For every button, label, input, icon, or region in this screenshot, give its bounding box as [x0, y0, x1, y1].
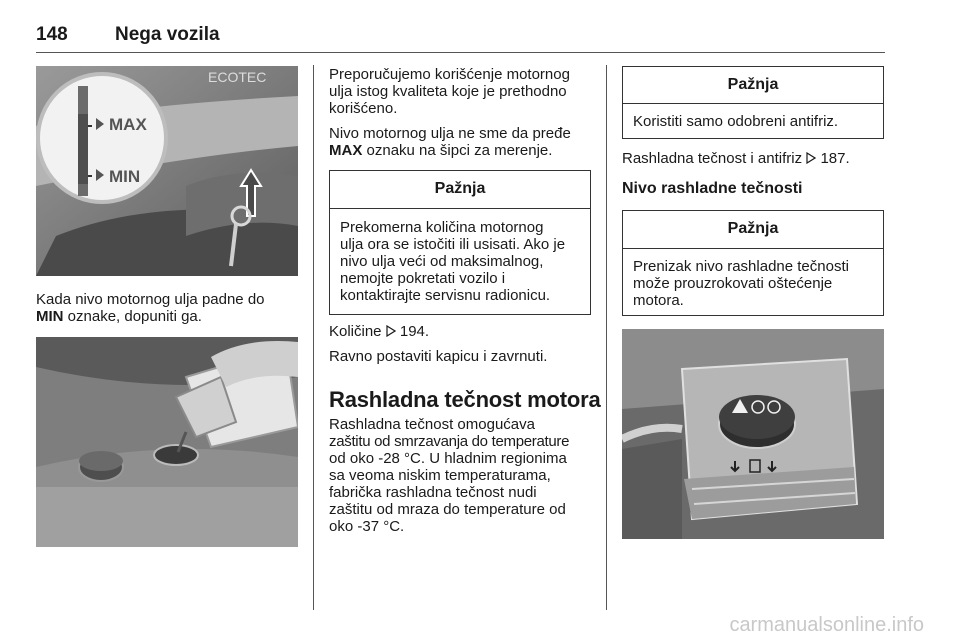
caption-rest: oznake, dopuniti ga. — [63, 308, 202, 325]
caption-line-2 — [36, 308, 306, 325]
coolant-line: od oko -28 °C. U hladnim regionima — [329, 450, 567, 467]
recommendation-line: korišćeno. — [329, 100, 398, 117]
warning-line: ulja ora se istočiti ili usisati. Ako je — [340, 236, 566, 253]
max-bold: MAX — [329, 142, 363, 159]
coolant-line: Rashladna tečnost omogućava — [329, 416, 535, 433]
triangle-right-icon — [386, 324, 396, 341]
recommendation-line: ulja istog kvaliteta koje je prethodno — [329, 83, 567, 100]
notice-line: motora. — [633, 292, 684, 309]
oil-warning-box — [329, 170, 591, 315]
recommendation-line: Preporučujemo korišćenje motornog — [329, 66, 570, 83]
coolant-line: zaštitu od mraza do temperature od — [329, 501, 566, 518]
min-bold: MIN — [36, 308, 64, 325]
warning-line: nivo ulja veći od maksimalnog, — [340, 253, 544, 270]
coolant-paragraph — [329, 416, 604, 535]
engine-label: ECOTEC — [208, 69, 267, 85]
dipstick-image — [36, 66, 298, 276]
coolant-section-heading: Rashladna tečnost motora — [329, 387, 601, 412]
coolant-line: zaštitu od smrzavanja do temperature — [329, 433, 570, 450]
cap-instruction: Ravno postaviti kapicu i zavrnuti. — [329, 348, 548, 365]
max-rest: oznaku na šipci za merenje. — [362, 142, 553, 159]
antifreeze-reference — [622, 150, 850, 168]
antifreeze-notice-text: Koristiti samo odobreni antifriz. — [633, 113, 839, 130]
magnifier-circle — [38, 74, 166, 202]
dipstick-caption — [36, 291, 306, 325]
triangle-right-icon — [806, 151, 816, 168]
warning-line: Prekomerna količina motornog — [340, 219, 544, 236]
quantities-line — [329, 323, 429, 341]
coolant-level-heading: Nivo rashladne tečnosti — [622, 180, 803, 197]
antifreeze-text: Rashladna tečnost i antifriz — [622, 150, 803, 167]
watermark: carmanualsonline.info — [729, 614, 924, 636]
antifreeze-notice-box — [622, 66, 884, 139]
quantities-text: Količine — [329, 323, 382, 340]
warning-line: nemojte pokretati vozilo i — [340, 270, 506, 287]
min-label: MIN — [109, 167, 141, 186]
page-number: 148 — [36, 24, 68, 45]
caption-line-1: Kada nivo motornog ulja padne do — [36, 291, 265, 308]
recommendation-paragraph — [329, 66, 599, 117]
notice-line: Prenizak nivo rashladne tečnosti — [633, 258, 849, 275]
column-divider-2 — [606, 65, 607, 610]
column-divider-1 — [313, 65, 314, 610]
coolant-reservoir-image — [622, 329, 884, 539]
notice-line: može prouzrokovati oštećenje — [633, 275, 833, 292]
max-line-2 — [329, 142, 599, 159]
coolant-line: sa veoma niskim temperaturama, — [329, 467, 551, 484]
antifreeze-link[interactable]: 187. — [820, 150, 850, 167]
max-paragraph — [329, 125, 599, 159]
coolant-notice-title: Pažnja — [623, 211, 883, 249]
oil-warning-title: Pažnja — [330, 171, 590, 209]
max-line-1: Nivo motornog ulja ne sme da pređe — [329, 125, 571, 142]
coolant-notice-text — [623, 249, 883, 309]
header-divider — [36, 52, 885, 53]
coolant-line: fabrička rashladna tečnost nudi — [329, 484, 537, 501]
oil-warning-text — [330, 209, 590, 304]
page-title: Nega vozila — [115, 24, 220, 45]
coolant-notice-box — [622, 210, 884, 316]
antifreeze-notice-title: Pažnja — [623, 67, 883, 104]
coolant-line: oko -37 °C. — [329, 518, 405, 535]
warning-line: kontaktirajte servisnu radionicu. — [340, 287, 551, 304]
max-label: MAX — [109, 115, 147, 134]
oil-filling-image — [36, 337, 298, 547]
quantities-link[interactable]: 194. — [399, 323, 430, 340]
